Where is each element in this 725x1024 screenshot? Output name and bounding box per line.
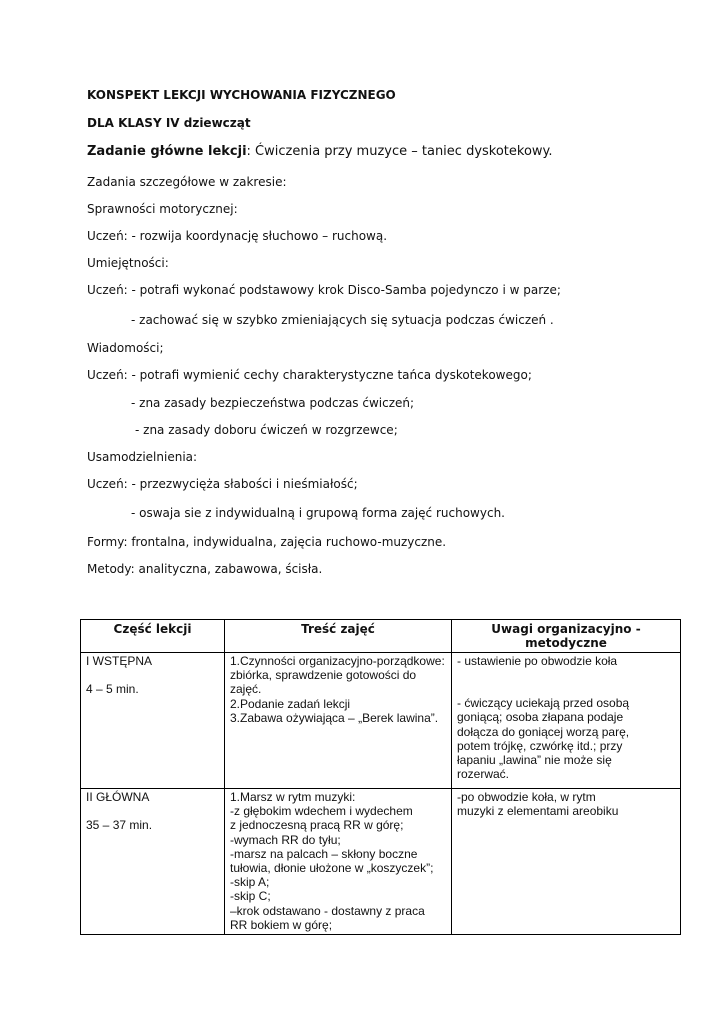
- motor-skills-heading: Sprawności motorycznej:: [87, 202, 238, 216]
- class-label: DLA KLASY IV dziewcząt: [87, 116, 251, 130]
- content-line: zajęć.: [230, 682, 262, 697]
- main-task-value: : Ćwiczenia przy muzyce – taniec dyskotekowy.: [246, 144, 553, 159]
- notes-line: łapaniu „lawina” nie może się: [457, 753, 612, 768]
- header-content: Treść zajęć: [225, 620, 452, 653]
- notes-cell: [452, 653, 681, 789]
- content-line: -marsz na palcach – skłony boczne: [230, 846, 418, 861]
- content-cell: [225, 653, 452, 789]
- notes-line: goniącą; osoba złapana podaje: [457, 710, 624, 725]
- content-line: -z głębokim wdechem i wydechem: [230, 804, 413, 819]
- specific-tasks: Zadania szczegółowe w zakresie:: [87, 175, 287, 189]
- motor-skills-item: Uczeń: - rozwija koordynację słuchowo – ruchową.: [87, 229, 388, 243]
- content-line: 3.Zabawa ożywiająca – „Berek lawina”.: [230, 710, 439, 725]
- forms-line: Formy: frontalna, indywidualna, zajęcia ruchowo-muzyczne.: [87, 535, 447, 549]
- content-line: zbiórka, sprawdzenie gotowości do: [230, 668, 417, 683]
- independence-item: - oswaja sie z indywidualną i grupową forma zajęć ruchowych.: [131, 506, 505, 520]
- document-title: KONSPEKT LEKCJI WYCHOWANIA FIZYCZNEGO: [87, 88, 396, 102]
- content-line: -skip C;: [230, 889, 271, 904]
- notes-cell: [452, 789, 681, 935]
- table-row: [81, 789, 681, 935]
- methods-line: Metody: analityczna, zabawowa, ścisła.: [87, 562, 323, 576]
- knowledge-item: Uczeń: - potrafi wymienić cechy charakterystyczne tańca dyskotekowego;: [87, 368, 532, 382]
- main-task: [87, 145, 553, 159]
- notes-line: muzyki z elementami areobiku: [457, 804, 619, 819]
- abilities-item: Uczeń: - potrafi wykonać podstawowy krok Disco-Samba pojedynczo i w parze;: [87, 283, 561, 297]
- table-row: [81, 653, 681, 789]
- part-name: I WSTĘPNA: [86, 654, 153, 668]
- part-cell: [81, 653, 225, 789]
- knowledge-heading: Wiadomości;: [87, 341, 164, 355]
- abilities-heading: Umiejętności:: [87, 256, 169, 270]
- content-cell: [225, 789, 452, 935]
- knowledge-item: - zna zasady doboru ćwiczeń w rozgrzewce;: [135, 423, 398, 437]
- part-name: II GŁÓWNA: [86, 790, 150, 804]
- part-time: 35 – 37 min.: [86, 818, 153, 833]
- notes-line: dołącza do goniącej worzą parę,: [457, 724, 630, 739]
- independence-item: Uczeń: - przezwycięża słabości i nieśmiałość;: [87, 477, 358, 491]
- content-line: –krok odstawano - dostawny z praca: [230, 903, 425, 918]
- content-line: z jednoczesną pracą RR w górę;: [230, 818, 404, 833]
- notes-line: -po obwodzie koła, w rytm: [457, 790, 596, 804]
- part-time: 4 – 5 min.: [86, 682, 139, 697]
- lesson-table: [80, 619, 681, 935]
- header-notes: Uwagi organizacyjno - metodyczne: [452, 620, 681, 653]
- content-line: tułowia, dłonie ułożone w „koszyczek”;: [230, 861, 434, 876]
- notes-line: - ćwiczący uciekają przed osobą: [457, 696, 630, 711]
- knowledge-item: - zna zasady bezpieczeństwa podczas ćwiczeń;: [131, 396, 415, 410]
- content-line: 2.Podanie zadań lekcji: [230, 696, 351, 711]
- part-cell: [81, 789, 225, 935]
- notes-line: - ustawienie po obwodzie koła: [457, 654, 618, 668]
- content-line: RR bokiem w górę;: [230, 917, 333, 932]
- main-task-label: Zadanie główne lekcji: [87, 144, 247, 159]
- table-header-row: [81, 620, 681, 653]
- notes-line: potem trójkę, czwórkę itd.; przy: [457, 738, 623, 753]
- content-line: -wymach RR do tyłu;: [230, 832, 341, 847]
- independence-heading: Usamodzielnienia:: [87, 450, 198, 464]
- content-line: -skip A;: [230, 875, 270, 890]
- content-line: 1.Marsz w rytm muzyki:: [230, 790, 356, 804]
- content-line: 1.Czynności organizacyjno-porządkowe:: [230, 654, 445, 668]
- header-part: Część lekcji: [81, 620, 225, 653]
- notes-line: rozerwać.: [457, 767, 510, 782]
- abilities-item: - zachować się w szybko zmieniających się sytuacja podczas ćwiczeń .: [131, 313, 554, 327]
